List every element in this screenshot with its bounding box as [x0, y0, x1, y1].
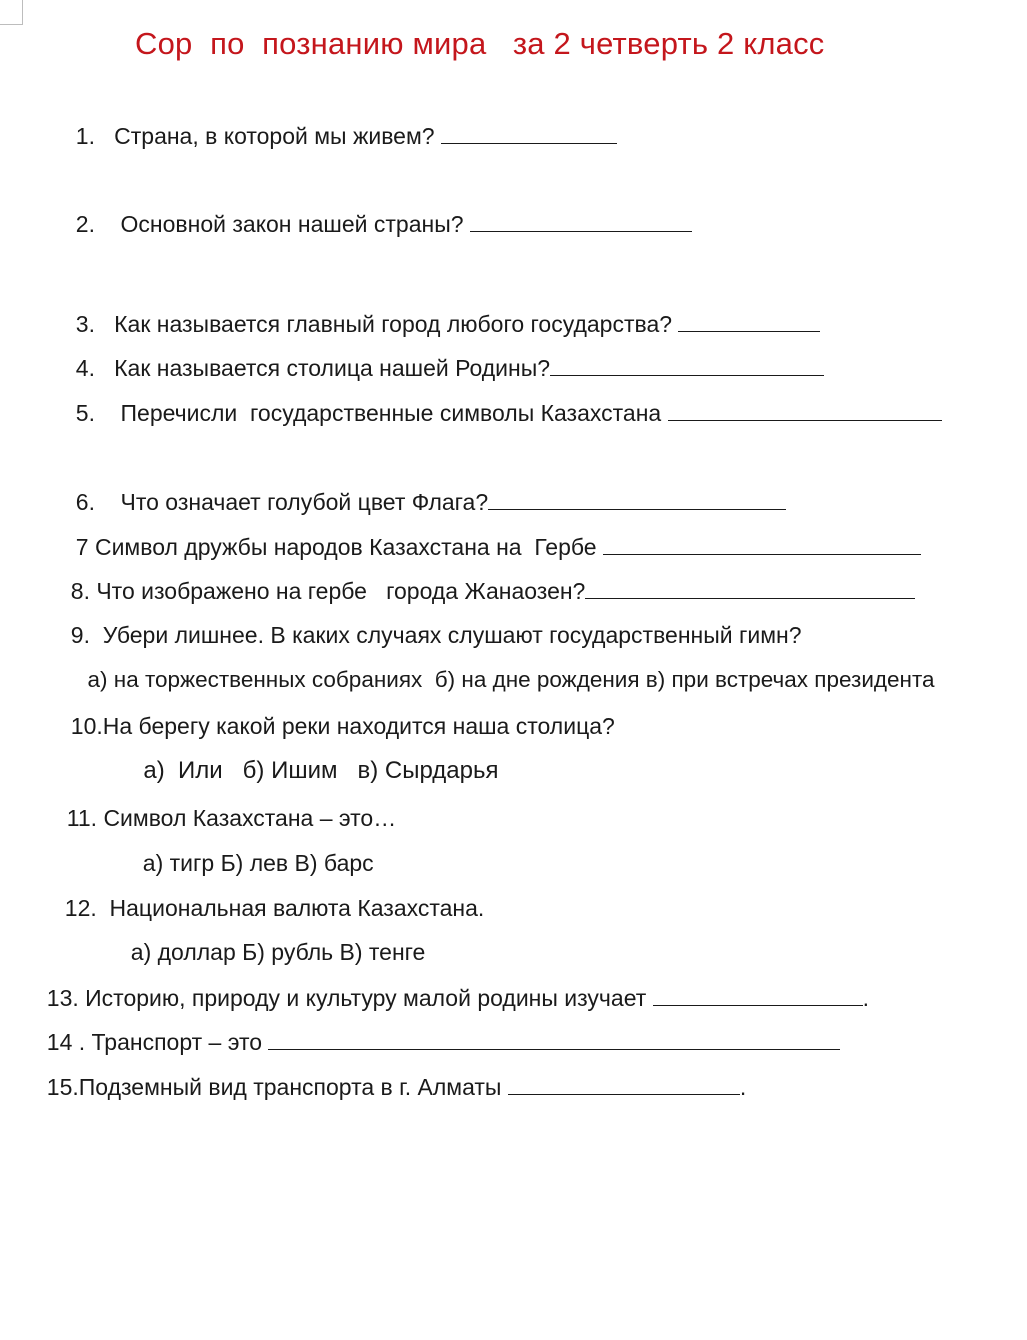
- question-1-text: 1. Страна, в которой мы живем?: [75, 123, 441, 149]
- question-6-text: 6. Что означает голубой цвет Флага?: [75, 489, 489, 515]
- question-9-options-text: а) на торжественных собраниях б) на дне рождения в) при встречах президента: [87, 667, 935, 692]
- question-14-text: 14 . Транспорт – это: [46, 1029, 269, 1055]
- question-10-options-text: а) Или б) Ишим в) Сырдарья: [143, 757, 499, 784]
- question-13-text: 13. Историю, природу и культуру малой родины изучает: [46, 985, 653, 1011]
- question-15-period: .: [739, 1074, 747, 1100]
- question-2: [63, 182, 692, 238]
- question-4-text: 4. Как называется столица нашей Родины?: [75, 355, 551, 381]
- answer-blank-5[interactable]: [668, 402, 942, 421]
- page-corner-mark: [0, 0, 23, 25]
- answer-blank-15[interactable]: [508, 1076, 740, 1095]
- question-13-period: .: [862, 985, 870, 1011]
- question-2-text: 2. Основной закон нашей страны?: [75, 211, 470, 237]
- question-5: [63, 371, 942, 427]
- page-title: Сор по познанию мира за 2 четверть 2 класс: [135, 26, 825, 61]
- question-12-options-text: а) доллар Б) рубль В) тенге: [130, 939, 426, 965]
- question-10-text: 10.На берегу какой реки находится наша столица?: [70, 713, 615, 739]
- question-5-text: 5. Перечисли государственные символы Казахстана: [75, 400, 668, 426]
- question-8-text: 8. Что изображено на гербе города Жанаозен?: [70, 578, 586, 604]
- question-7-text: 7 Символ дружбы народов Казахстана на Гербе: [75, 534, 603, 560]
- question-9-text: 9. Убери лишнее. В каких случаях слушают государственный гимн?: [70, 622, 802, 648]
- question-1: [63, 94, 617, 150]
- question-12-text: 12. Национальная валюта Казахстана.: [64, 895, 485, 921]
- question-11-text: 11. Символ Казахстана – это…: [66, 805, 397, 831]
- question-15-text: 15.Подземный вид транспорта в г. Алматы: [46, 1074, 508, 1100]
- answer-blank-1[interactable]: [441, 125, 617, 144]
- answer-blank-2[interactable]: [470, 213, 692, 232]
- question-11-options-text: а) тигр Б) лев В) барс: [142, 850, 374, 876]
- question-15: [34, 1045, 746, 1101]
- question-3-text: 3. Как называется главный город любого государства?: [75, 311, 679, 337]
